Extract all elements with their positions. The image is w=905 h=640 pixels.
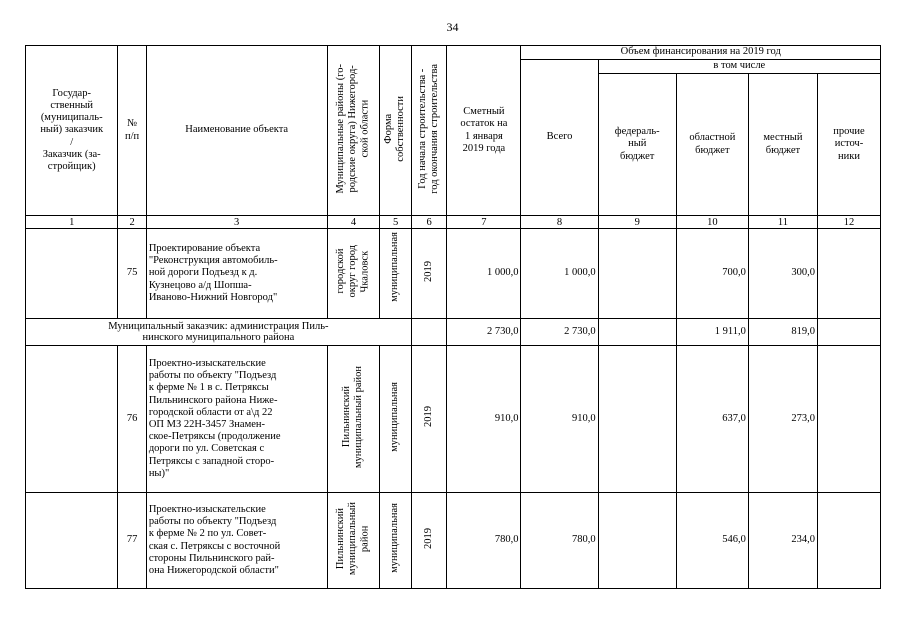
cell-regional: 637,0 [676, 346, 748, 493]
column-number: 1 [26, 216, 118, 229]
cell-federal [598, 319, 676, 346]
cell-years: 2019 [411, 493, 447, 589]
cell-federal [598, 346, 676, 493]
cell-local: 234,0 [748, 493, 817, 589]
header-estimated-balance: Сметный остаток на 1 января 2019 года [447, 46, 521, 216]
table-row [26, 229, 881, 319]
table-row [26, 493, 881, 589]
cell-district: Пильнинский муниципальный район [327, 346, 380, 493]
header-total: Всего [521, 60, 598, 216]
cell-ownership-form: муниципальная [380, 346, 411, 493]
column-number: 9 [598, 216, 676, 229]
column-number: 12 [817, 216, 880, 229]
cell-other [817, 346, 880, 493]
header-local-budget: местный бюджет [748, 74, 817, 216]
cell-total: 780,0 [521, 493, 598, 589]
column-number: 11 [748, 216, 817, 229]
cell-other [817, 319, 880, 346]
cell-years: 2019 [411, 229, 447, 319]
header-financing-volume: Объем финансирования на 2019 год [521, 46, 881, 60]
cell-total: 2 730,0 [521, 319, 598, 346]
cell-balance: 1 000,0 [447, 229, 521, 319]
cell-customer [26, 346, 118, 493]
cell-object-name: Проектирование объекта "Реконструкция автомобиль- ной дороги Подъезд к д. Кузнецово а/д Шопша- Иваново-Нижний Новгород" [146, 229, 327, 319]
header-federal-budget: федераль- ный бюджет [598, 74, 676, 216]
cell-other [817, 493, 880, 589]
cell-ownership-form: муниципальная [380, 493, 411, 589]
cell-local: 273,0 [748, 346, 817, 493]
cell-years: 2019 [411, 346, 447, 493]
page-number: 34 [446, 20, 459, 34]
header-other-sources: прочие источ- ники [817, 74, 880, 216]
cell-regional: 546,0 [676, 493, 748, 589]
cell-federal [598, 493, 676, 589]
column-number: 2 [118, 216, 146, 229]
cell-object-name: Проектно-изыскательские работы по объекту "Подъезд к ферме № 1 в с. Петряксы Пильнинского района Ниже- городской области от а\д 22 ОП МЗ 22Н-3457 Знамен- ское-Петряксы (продолжение дороги по ул. Советская с Петряксы с западной сторо- ны)" [146, 346, 327, 493]
header-regional-budget: областной бюджет [676, 74, 748, 216]
cell-customer [26, 493, 118, 589]
cell-years [411, 319, 447, 346]
cell-row-number: 75 [118, 229, 146, 319]
header-ownership-form: Форма собственности [380, 46, 411, 216]
cell-district: городской округ город Чкаловск [327, 229, 380, 319]
cell-regional: 1 911,0 [676, 319, 748, 346]
cell-other [817, 229, 880, 319]
cell-row-number: 76 [118, 346, 146, 493]
header-customer: Государ- ственный (муниципаль- ный) заказчик / Заказчик (за- стройщик) [26, 46, 118, 216]
table-row-subtotal [26, 319, 881, 346]
table-row [26, 346, 881, 493]
column-number: 3 [146, 216, 327, 229]
header-municipal-district: Муниципальные районы (го- родские округа) Нижегород- ской области [327, 46, 380, 216]
column-number: 7 [447, 216, 521, 229]
header-object-name: Наименование объекта [146, 46, 327, 216]
cell-local: 300,0 [748, 229, 817, 319]
cell-subtotal-label: Муниципальный заказчик: администрация Пиль- нинского муниципального района [26, 319, 412, 346]
cell-local: 819,0 [748, 319, 817, 346]
cell-total: 1 000,0 [521, 229, 598, 319]
financing-table [25, 45, 881, 589]
column-number: 4 [327, 216, 380, 229]
cell-balance: 780,0 [447, 493, 521, 589]
cell-row-number: 77 [118, 493, 146, 589]
column-number: 8 [521, 216, 598, 229]
column-numbers-row [26, 216, 881, 229]
column-number: 10 [676, 216, 748, 229]
cell-district: Пильнинский муниципальный район [327, 493, 380, 589]
header-construction-years: Год начала строительства - год окончания строительства [411, 46, 447, 216]
cell-balance: 2 730,0 [447, 319, 521, 346]
cell-federal [598, 229, 676, 319]
column-number: 5 [380, 216, 411, 229]
cell-ownership-form: муниципальная [380, 229, 411, 319]
header-row-number: № п/п [118, 46, 146, 216]
cell-balance: 910,0 [447, 346, 521, 493]
header-including: в том числе [598, 60, 880, 74]
cell-object-name: Проектно-изыскательские работы по объекту "Подъезд к ферме № 2 по ул. Совет- ская с. Петряксы с восточной стороны Пильнинского рай- она Нижегородской области" [146, 493, 327, 589]
cell-total: 910,0 [521, 346, 598, 493]
column-number: 6 [411, 216, 447, 229]
cell-regional: 700,0 [676, 229, 748, 319]
cell-customer [26, 229, 118, 319]
